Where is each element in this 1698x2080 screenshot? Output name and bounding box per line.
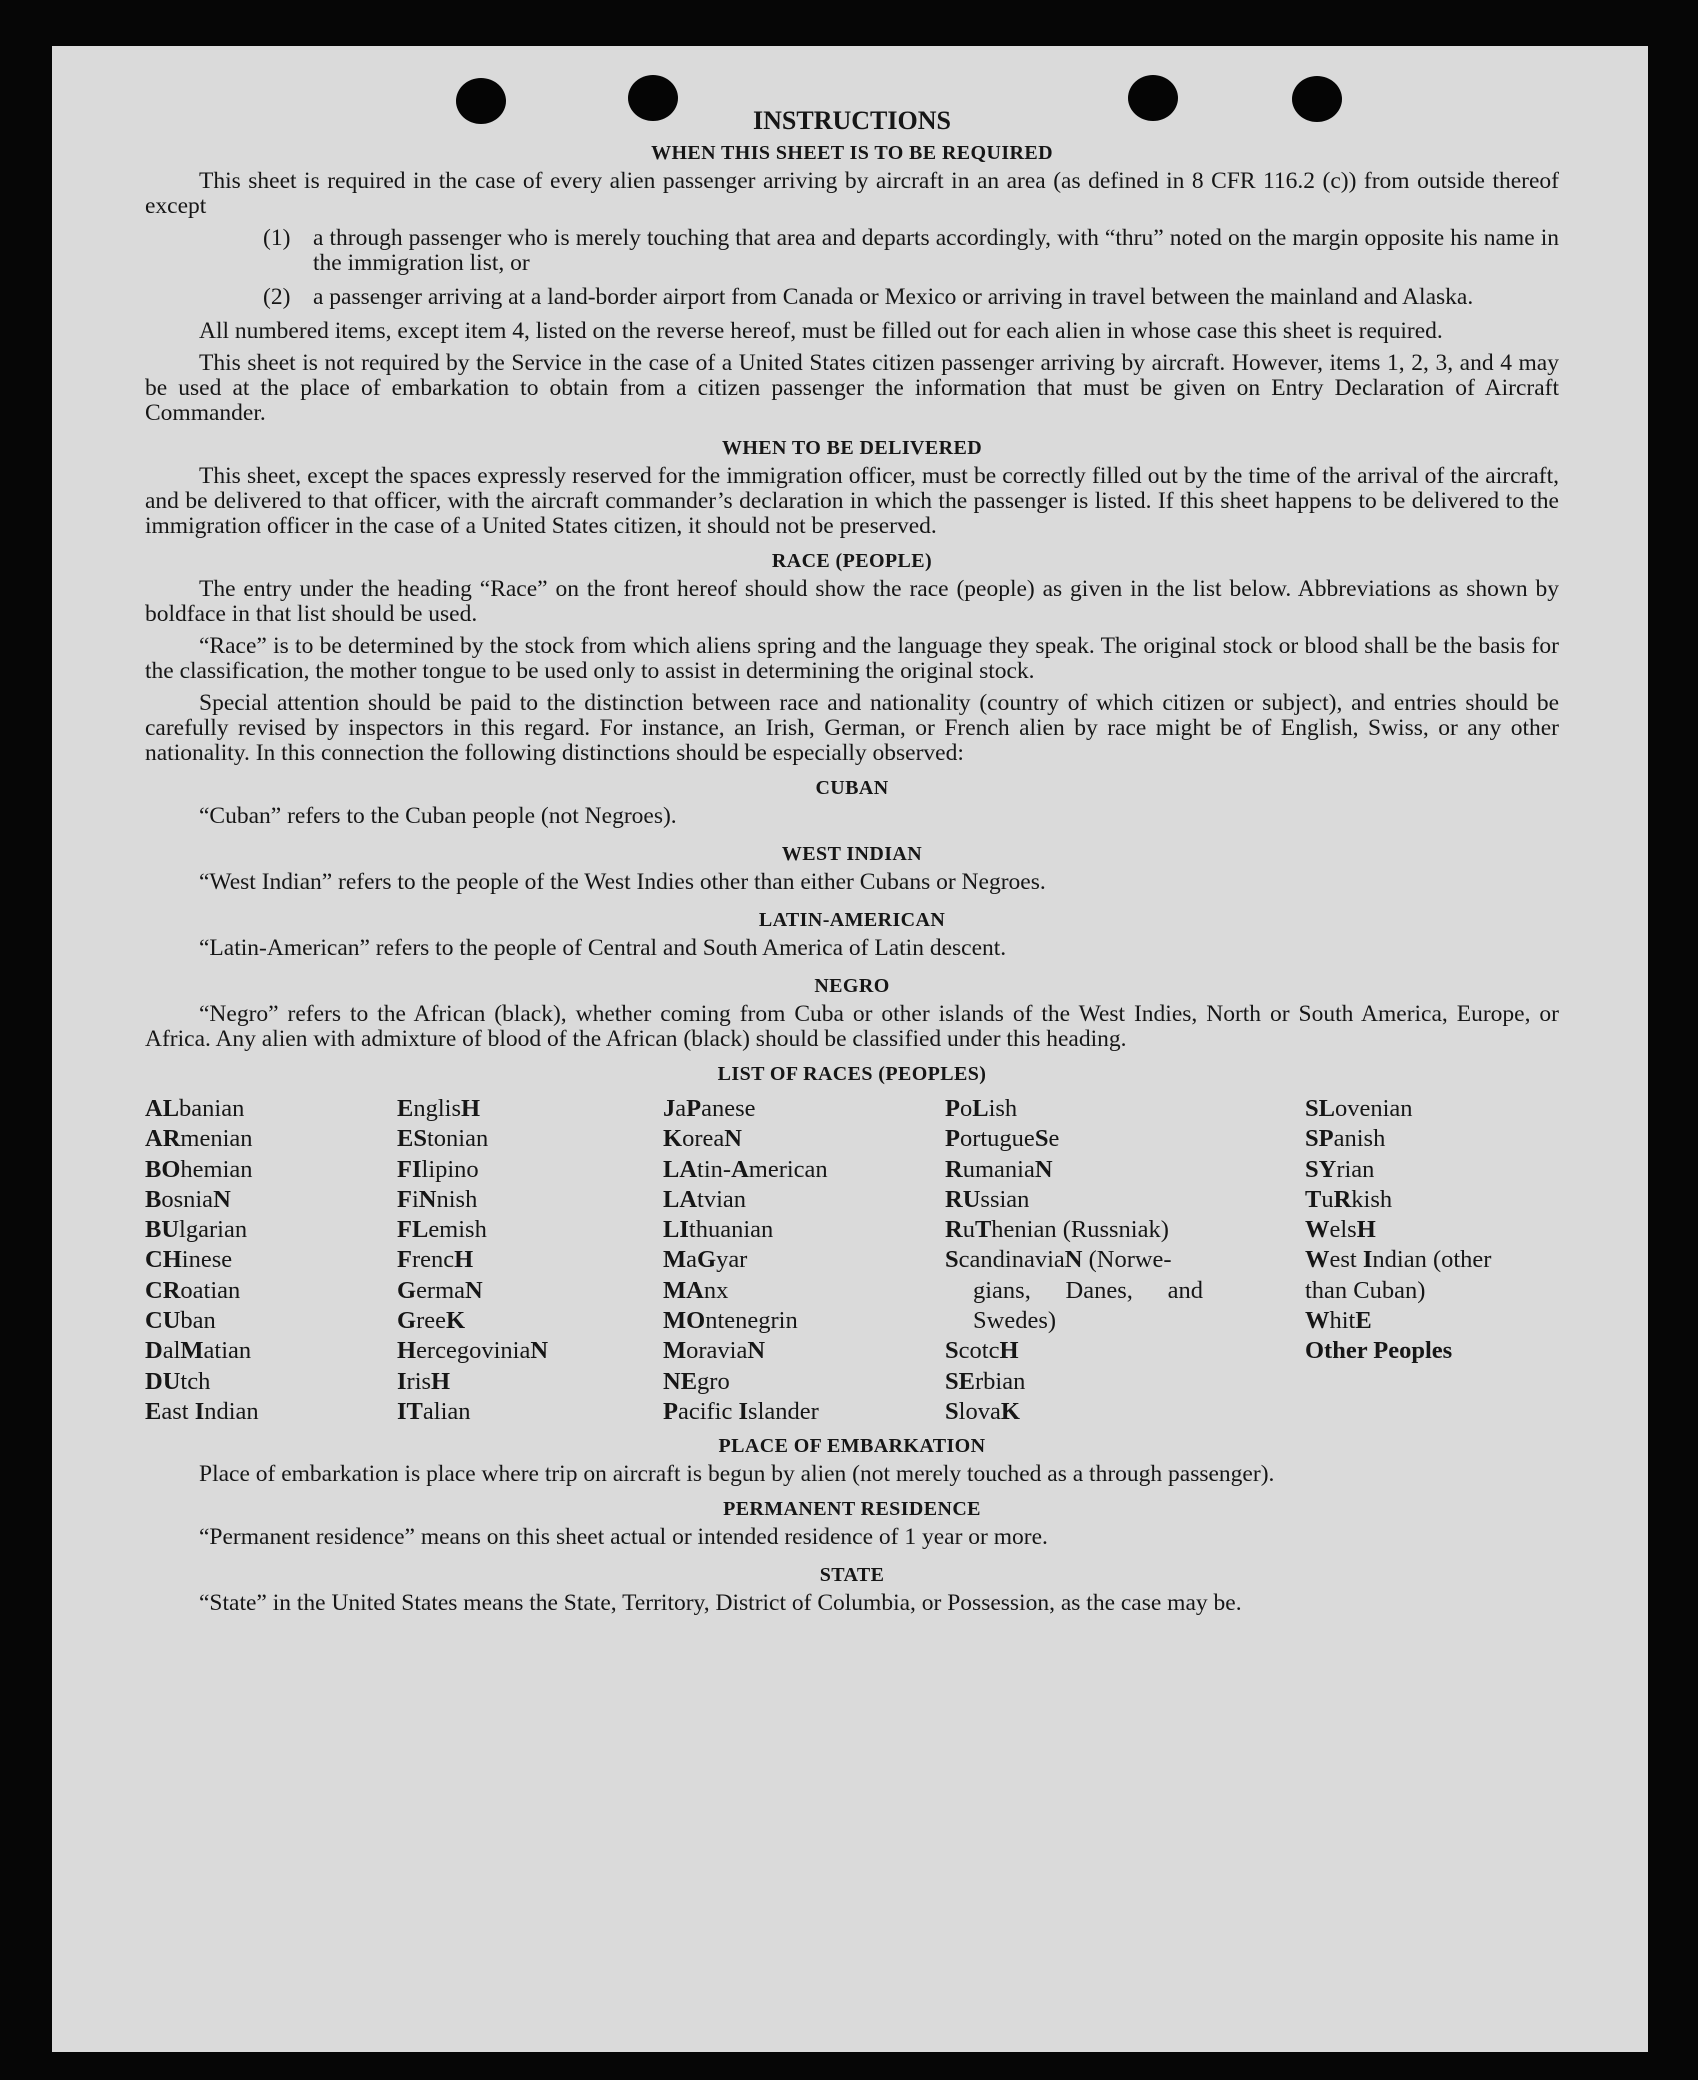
race-entry: WelsH: [1305, 1216, 1376, 1244]
race-entry: SPanish: [1305, 1125, 1386, 1153]
paragraph: “Permanent residence” means on this sheet actual or intended residence of 1 year or more.: [199, 1524, 1048, 1551]
section-heading: WEST INDIAN: [781, 843, 923, 865]
race-entry: East Indian: [145, 1397, 259, 1425]
race-entry: GreeK: [397, 1307, 466, 1335]
race-column: [145, 1094, 397, 1427]
section-heading: CUBAN: [815, 777, 889, 799]
section-heading: WHEN THIS SHEET IS TO BE REQUIRED: [651, 142, 1053, 164]
race-entry: SLovenian: [1305, 1095, 1413, 1122]
race-column: [397, 1094, 663, 1427]
race-entry: FLemish: [397, 1216, 487, 1244]
race-entry: FrencH: [397, 1246, 474, 1274]
paragraph: This sheet, except the spaces expressly reserved for the immigration officer, must be correctly filled out by the time of the arrival of the aircraft, and be delivered to that officer, with the aircraft commander’s declaration in which the passenger is listed. If this sheet happens to be delivered to the immigration officer in the case of a United States citizen, it should not be preserved.: [145, 463, 1559, 539]
race-entry: EStonian: [397, 1125, 489, 1153]
race-entry: ScandinaviaN (Norwe- gians, Danes, and Swedes): [945, 1246, 1203, 1335]
race-entry: LIthuanian: [663, 1216, 774, 1244]
section-heading: PLACE OF EMBARKATION: [718, 1435, 986, 1458]
race-entry: BosniaN: [145, 1185, 231, 1213]
paragraph: “Latin-American” refers to the people of Central and South America of Latin descent.: [199, 935, 1007, 961]
race-entry: TuRkish: [1305, 1185, 1393, 1213]
race-entry: RumaniaN: [945, 1155, 1053, 1183]
list-item: [145, 226, 1559, 276]
race-entry: BUlgarian: [145, 1216, 248, 1244]
section-heading: WHEN TO BE DELIVERED: [721, 437, 983, 459]
race-entry: NEgro: [663, 1367, 730, 1395]
race-entry: Pacific Islander: [663, 1397, 819, 1425]
section-heading: RACE (PEOPLE): [771, 550, 933, 572]
section-heading: NEGRO: [814, 975, 890, 997]
race-entry: EnglisH: [397, 1095, 481, 1122]
race-entry: CRoatian: [145, 1276, 241, 1304]
page-title: INSTRUCTIONS: [753, 106, 951, 135]
list-item: [145, 285, 1559, 310]
race-column: [1305, 1094, 1559, 1427]
race-column: [663, 1094, 945, 1427]
race-entry: SYrian: [1305, 1155, 1375, 1183]
race-entry: ScotcH: [945, 1337, 1019, 1365]
race-entry: CHinese: [145, 1246, 233, 1274]
paragraph: “Negro” refers to the African (black), whether coming from Cuba or other islands of the West Indies, North or South America, Europe, or Africa. Any alien with admixture of blood of the African (black) should be classified under this heading.: [145, 1001, 1559, 1052]
race-entry: SErbian: [945, 1367, 1026, 1395]
paragraph: This sheet is required in the case of every alien passenger arriving by aircraft in an area (as defined in 8 CFR 116.2 (c)) from outside thereof except: [145, 168, 1559, 219]
section-heading: STATE: [819, 1564, 885, 1587]
race-entry: RUssian: [945, 1185, 1030, 1213]
paragraph: All numbered items, except item 4, listed on the reverse hereof, must be filled out for each alien in whose case this sheet is required.: [199, 318, 1443, 344]
race-entry: JaPanese: [663, 1095, 756, 1122]
race-entry: BOhemian: [145, 1155, 253, 1183]
instructions-content: [145, 104, 1559, 1623]
paragraph: “Race” is to be determined by the stock from which aliens spring and the language they speak. The original stock or blood shall be the basis for the classification, the mother tongue to be used only to assist in determining the original stock.: [145, 633, 1559, 684]
race-entry: CUban: [145, 1307, 216, 1335]
race-entry: FIlipino: [397, 1155, 479, 1183]
paragraph: “Cuban” refers to the Cuban people (not Negroes).: [199, 803, 677, 829]
race-entry: GermaN: [397, 1276, 483, 1304]
races-heading: LIST OF RACES (PEOPLES): [717, 1063, 987, 1085]
race-entry: RuThenian (Russniak): [945, 1216, 1169, 1244]
item-text: a through passenger who is merely touching that area and departs accordingly, with “thru” noted on the margin opposite his name in the immigration list, or: [313, 225, 1559, 276]
race-entry: FiNnish: [397, 1185, 478, 1213]
race-entry: PortugueSe: [945, 1125, 1060, 1153]
section-heading: PERMANENT RESIDENCE: [723, 1498, 981, 1521]
race-entry: SlovaK: [945, 1397, 1020, 1425]
race-entry: DUtch: [145, 1367, 211, 1395]
paragraph: “West Indian” refers to the people of the West Indies other than either Cubans or Negroes.: [199, 869, 1046, 895]
race-entry: WhitE: [1305, 1307, 1372, 1335]
race-entry: DalMatian: [145, 1337, 252, 1365]
race-entry: MoraviaN: [663, 1337, 766, 1365]
race-entry: LAtin-American: [663, 1155, 828, 1183]
race-entry: MaGyar: [663, 1246, 748, 1274]
item-number: (2): [263, 284, 291, 310]
race-list: [145, 1094, 1559, 1427]
race-entry: KoreaN: [663, 1125, 742, 1153]
race-entry: Other Peoples: [1305, 1337, 1453, 1365]
race-column: [945, 1094, 1305, 1427]
race-entry: PoLish: [945, 1095, 1018, 1122]
item-number: (1): [263, 225, 291, 251]
race-entry: HercegoviniaN: [397, 1337, 549, 1365]
race-entry: ARmenian: [145, 1125, 253, 1153]
paragraph: The entry under the heading “Race” on the front hereof should show the race (people) as given in the list below. Abbreviations as shown by boldface in that list should be used.: [145, 576, 1559, 627]
paragraph: Special attention should be paid to the distinction between race and nationality (country of which citizen or subject), and entries should be carefully revised by inspectors in this regard. For instance, an Irish, German, or French alien by race might be of English, Swiss, or any other nationality. In this connection the following distinctions should be especially observed:: [145, 690, 1559, 766]
section-heading: LATIN-AMERICAN: [758, 909, 946, 931]
race-entry: LAtvian: [663, 1185, 747, 1213]
race-entry: ALbanian: [145, 1095, 245, 1122]
race-entry: West Indian (other than Cuban): [1305, 1246, 1492, 1304]
race-entry: MOntenegrin: [663, 1307, 798, 1335]
race-entry: IrisH: [397, 1367, 451, 1395]
race-entry: ITalian: [397, 1397, 471, 1425]
paragraph: This sheet is not required by the Service in the case of a United States citizen passenger arriving by aircraft. However, items 1, 2, 3, and 4 may be used at the place of embarkation to obtain from a citizen passenger the information that must be given on Entry Declaration of Aircraft Commander.: [145, 350, 1559, 426]
item-text: a passenger arriving at a land-border airport from Canada or Mexico or arriving in travel between the mainland and Alaska.: [313, 284, 1474, 310]
paragraph: Place of embarkation is place where trip on aircraft is begun by alien (not merely touched as a through passenger).: [199, 1461, 1275, 1488]
paragraph: “State” in the United States means the State, Territory, District of Columbia, or Possession, as the case may be.: [199, 1590, 1242, 1617]
race-entry: MAnx: [663, 1276, 729, 1304]
